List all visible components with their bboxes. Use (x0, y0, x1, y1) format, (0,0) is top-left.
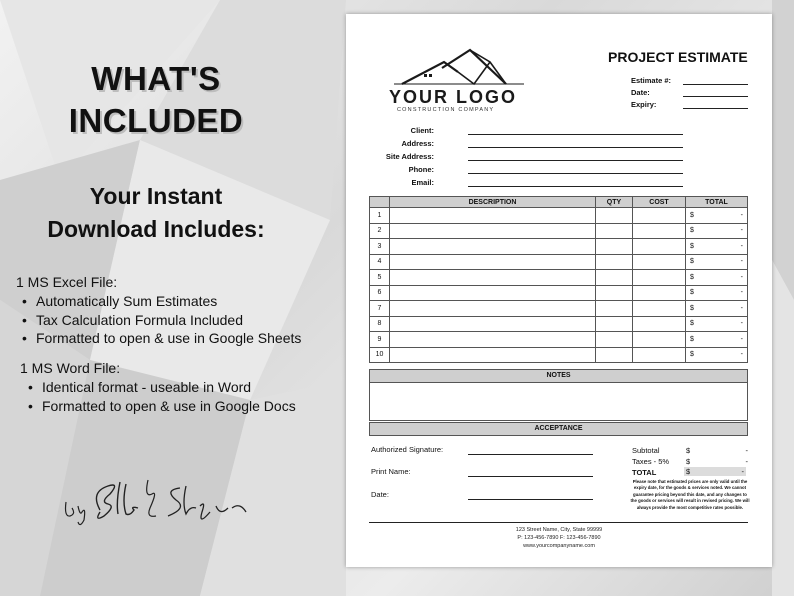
total-cell: $ - (686, 254, 748, 270)
client-label: Client: (410, 126, 434, 135)
taxes-label: Taxes - 5% (632, 457, 670, 466)
date-line[interactable] (683, 96, 748, 97)
site-address-line[interactable] (468, 160, 683, 161)
qty-cell[interactable] (596, 332, 633, 348)
subtotal-value: $ - (686, 446, 748, 455)
description-cell[interactable] (390, 347, 596, 363)
subhead-line-1: Your Instant (89, 183, 223, 209)
cost-cell[interactable] (633, 285, 686, 301)
headline-line-1: WHAT'S (91, 60, 221, 97)
table-row (370, 270, 748, 286)
authorized-signature-label: Authorized Signature: (371, 445, 444, 454)
qty-cell[interactable] (596, 254, 633, 270)
qty-cell[interactable] (596, 223, 633, 239)
footer-phone: P: 123-456-7890 F: 123-456-7890 (517, 535, 601, 541)
row-number: 2 (370, 223, 390, 239)
list-item: • Tax Calculation Formula Included (22, 311, 301, 330)
list-item: • Formatted to open & use in Google Docs (28, 397, 296, 416)
notes-area[interactable] (369, 383, 748, 421)
total-label: TOTAL (632, 468, 657, 477)
total-cell: $ - (686, 347, 748, 363)
estimate-document (346, 14, 772, 567)
table-row (370, 332, 748, 348)
cost-cell[interactable] (633, 270, 686, 286)
qty-cell[interactable] (596, 347, 633, 363)
row-number: 9 (370, 332, 390, 348)
description-cell[interactable] (390, 332, 596, 348)
estimate-number-label: Estimate #: (631, 76, 672, 85)
row-number: 10 (370, 347, 390, 363)
total-cell: $ - (686, 316, 748, 332)
col-qty: QTY (596, 197, 633, 208)
email-line[interactable] (468, 186, 683, 187)
site-address-label: Site Address: (385, 152, 434, 161)
qty-cell[interactable] (596, 301, 633, 317)
row-number: 8 (370, 316, 390, 332)
cost-cell[interactable] (633, 301, 686, 317)
total-value: $ - (686, 467, 744, 476)
excel-title: 1 MS Excel File: (16, 274, 118, 290)
table-row (370, 254, 748, 270)
description-cell[interactable] (390, 208, 596, 224)
subhead-line-2: Download Includes: (47, 216, 265, 242)
notes-header: NOTES (369, 369, 748, 383)
cost-cell[interactable] (633, 316, 686, 332)
table-row (370, 239, 748, 255)
total-cell: $ - (686, 223, 748, 239)
total-cell: $ - (686, 239, 748, 255)
cost-cell[interactable] (633, 208, 686, 224)
cost-cell[interactable] (633, 239, 686, 255)
acceptance-date-line[interactable] (468, 499, 593, 500)
description-cell[interactable] (390, 270, 596, 286)
acceptance-date-label: Date: (371, 490, 389, 499)
total-cell: $ - (686, 285, 748, 301)
row-number: 4 (370, 254, 390, 270)
qty-cell[interactable] (596, 208, 633, 224)
word-title: 1 MS Word File: (20, 360, 121, 376)
total-cell: $ - (686, 208, 748, 224)
cost-cell[interactable] (633, 332, 686, 348)
taxes-value: $ - (686, 457, 748, 466)
qty-cell[interactable] (596, 316, 633, 332)
total-cell: $ - (686, 301, 748, 317)
row-number: 1 (370, 208, 390, 224)
table-row (370, 316, 748, 332)
description-cell[interactable] (390, 316, 596, 332)
disclaimer: Please note that estimated prices are only valid until the expiry date, for the goods & services noted. We cannot guarantee pricing beyond this date, and any changes to the goods or services will result in revised pricing. We will always provide the most competitive rates possible. (630, 479, 750, 510)
subtotal-label: Subtotal (632, 446, 660, 455)
col-description: DESCRIPTION (390, 197, 596, 208)
phone-label: Phone: (408, 165, 434, 174)
table-row (370, 208, 748, 224)
col-total: TOTAL (686, 197, 748, 208)
description-cell[interactable] (390, 285, 596, 301)
table-row (370, 301, 748, 317)
col-cost: COST (633, 197, 686, 208)
headline-line-2: INCLUDED (68, 102, 244, 139)
line-items-table (369, 196, 748, 363)
expiry-line[interactable] (683, 108, 748, 109)
logo-subtext: CONSTRUCTION COMPANY (397, 107, 495, 113)
qty-cell[interactable] (596, 285, 633, 301)
total-cell: $ - (686, 270, 748, 286)
address-label: Address: (401, 139, 434, 148)
cost-cell[interactable] (633, 347, 686, 363)
acceptance-header: ACCEPTANCE (369, 422, 748, 436)
description-cell[interactable] (390, 301, 596, 317)
row-number: 5 (370, 270, 390, 286)
qty-cell[interactable] (596, 239, 633, 255)
col-number (370, 197, 390, 208)
signature-logo (60, 472, 260, 532)
cost-cell[interactable] (633, 223, 686, 239)
description-cell[interactable] (390, 239, 596, 255)
estimate-number-line[interactable] (683, 84, 748, 85)
list-item: • Identical format - useable in Word (28, 378, 296, 397)
email-label: Email: (411, 178, 434, 187)
description-cell[interactable] (390, 223, 596, 239)
table-row (370, 285, 748, 301)
table-row (370, 223, 748, 239)
print-name-label: Print Name: (371, 467, 411, 476)
list-item: • Formatted to open & use in Google Sheets (22, 329, 301, 348)
total-cell: $ - (686, 332, 748, 348)
footer-address: 123 Street Name, City, State 99999 (515, 527, 603, 533)
subhead (20, 180, 292, 246)
headline (20, 58, 292, 142)
print-name-line[interactable] (468, 476, 593, 477)
date-label: Date: (631, 88, 650, 97)
row-number: 3 (370, 239, 390, 255)
excel-list (22, 292, 301, 348)
phone-line[interactable] (468, 173, 683, 174)
logo-text: YOUR LOGO (389, 87, 518, 107)
row-number: 7 (370, 301, 390, 317)
document-title: PROJECT ESTIMATE (608, 49, 748, 65)
cost-cell[interactable] (633, 254, 686, 270)
expiry-label: Expiry: (631, 100, 657, 109)
list-item: • Automatically Sum Estimates (22, 292, 301, 311)
footer-web: www.yourcompanyname.com (523, 543, 595, 549)
footer-divider (369, 522, 748, 523)
address-line[interactable] (468, 147, 683, 148)
table-row (370, 347, 748, 363)
client-line[interactable] (468, 134, 683, 135)
signature-line[interactable] (468, 454, 593, 455)
qty-cell[interactable] (596, 270, 633, 286)
row-number: 6 (370, 285, 390, 301)
word-list (28, 378, 296, 415)
description-cell[interactable] (390, 254, 596, 270)
